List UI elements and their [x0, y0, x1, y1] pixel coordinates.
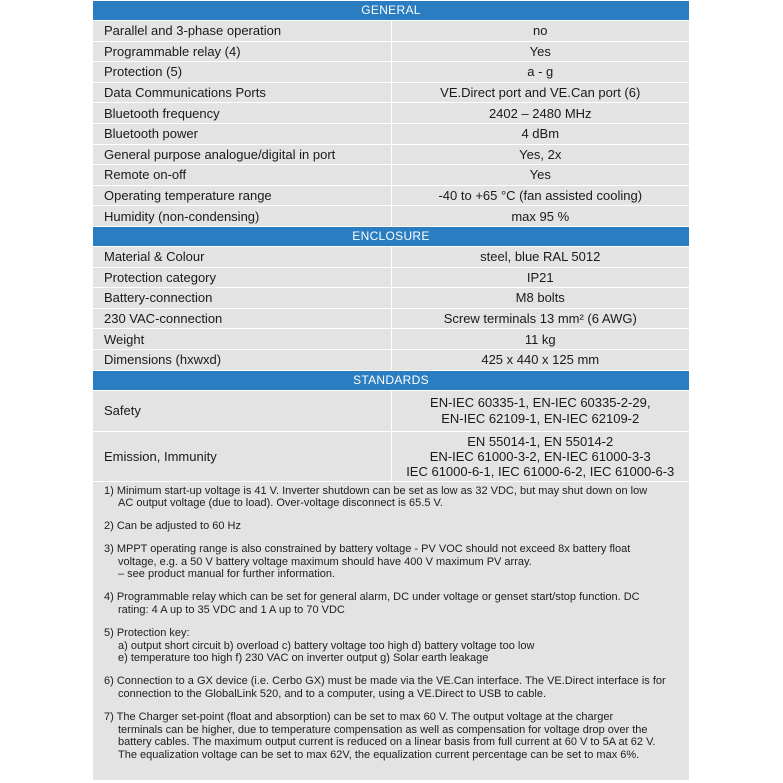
spec-table — [93, 0, 689, 481]
row-label: Dimensions (hxwxd) — [93, 349, 391, 370]
row-value: VE.Direct port and VE.Can port (6) — [391, 82, 689, 103]
footnote-3 — [104, 543, 679, 581]
table-row-emission — [93, 431, 689, 481]
table-row — [93, 185, 689, 206]
row-label: Humidity (non-condensing) — [93, 206, 391, 227]
note-line: The equalization voltage can be set to max 62V, the equalization current percentage can be set to max 6%. — [118, 749, 640, 762]
section-title: ENCLOSURE — [93, 226, 689, 246]
row-value: no — [391, 21, 689, 42]
row-value: Screw terminals 13 mm² (6 AWG) — [391, 308, 689, 329]
row-label: Programmable relay (4) — [93, 41, 391, 62]
note-line: AC output voltage (due to load). Over-voltage disconnect is 65.5 V. — [118, 497, 443, 510]
row-value: 4 dBm — [391, 123, 689, 144]
value-line: EN 55014-1, EN 55014-2 — [467, 433, 614, 449]
note-line: 1) Minimum start-up voltage is 41 V. Inverter shutdown can be set as low as 32 VDC, but may shut down on low — [104, 484, 648, 497]
row-value: 425 x 440 x 125 mm — [391, 349, 689, 370]
row-label: Battery-connection — [93, 288, 391, 309]
row-value — [391, 390, 689, 431]
table-row — [93, 349, 689, 370]
note-line: terminals can be higher, due to temperature compensation as well as compensation for voltage drop over the — [118, 723, 648, 736]
row-value: M8 bolts — [391, 288, 689, 309]
section-title: STANDARDS — [93, 370, 689, 390]
spec-table-body — [93, 1, 689, 481]
table-row — [93, 103, 689, 124]
row-value: 2402 – 2480 MHz — [391, 103, 689, 124]
row-label: 230 VAC-connection — [93, 308, 391, 329]
note-line: 3) MPPT operating range is also constrained by battery voltage - PV VOC should not exceed 8x battery float — [104, 542, 631, 555]
table-row — [93, 123, 689, 144]
row-value: -40 to +65 °C (fan assisted cooling) — [391, 185, 689, 206]
row-label: Emission, Immunity — [93, 431, 391, 481]
section-header-standards — [93, 370, 689, 390]
note-line: – see product manual for further information. — [118, 568, 336, 581]
note-line: battery cables. The maximum output current is reduced on a linear basis from full current at 60 V to 5A at 62 V. — [118, 736, 656, 749]
row-value — [391, 431, 689, 481]
value-line: EN-IEC 60335-1, EN-IEC 60335-2-29, — [430, 394, 651, 410]
value-line: EN-IEC 61000-3-2, EN-IEC 61000-3-3 — [429, 448, 651, 464]
footnote-2 — [104, 520, 679, 533]
row-label: Remote on-off — [93, 165, 391, 186]
table-row-safety — [93, 390, 689, 431]
note-line: a) output short circuit b) overload c) battery voltage too high d) battery voltage too low — [118, 639, 535, 652]
table-row — [93, 21, 689, 42]
note-line: connection to the GlobalLink 520, and to a computer, using a VE.Direct to USB to cable. — [118, 688, 547, 701]
row-value: Yes — [391, 41, 689, 62]
row-label: Protection (5) — [93, 62, 391, 83]
footnote-7 — [104, 711, 679, 762]
note-line: 5) Protection key: — [104, 626, 190, 639]
table-row — [93, 267, 689, 288]
note-line: rating: 4 A up to 35 VDC and 1 A up to 70 VDC — [118, 604, 345, 617]
table-row — [93, 246, 689, 267]
spec-sheet — [93, 0, 689, 780]
row-value: Yes, 2x — [391, 144, 689, 165]
table-row — [93, 308, 689, 329]
footnote-5 — [104, 627, 679, 665]
section-header-enclosure — [93, 226, 689, 246]
table-row — [93, 41, 689, 62]
note-line: voltage, e.g. a 50 V battery voltage maximum should have 400 V maximum PV array. — [118, 555, 532, 568]
row-label: Bluetooth frequency — [93, 103, 391, 124]
footnote-6 — [104, 675, 679, 701]
section-header-general — [93, 1, 689, 21]
footnote-4 — [104, 591, 679, 617]
row-value: IP21 — [391, 267, 689, 288]
table-row — [93, 288, 689, 309]
row-value: 11 kg — [391, 329, 689, 350]
row-label: Material & Colour — [93, 246, 391, 267]
table-row — [93, 144, 689, 165]
note-line: 2) Can be adjusted to 60 Hz — [104, 520, 241, 533]
table-row — [93, 62, 689, 83]
row-value: a - g — [391, 62, 689, 83]
row-label: Data Communications Ports — [93, 82, 391, 103]
table-row — [93, 329, 689, 350]
footnotes — [93, 481, 689, 780]
note-line: 6) Connection to a GX device (i.e. Cerbo GX) must be made via the VE.Can interface. The VE.Direct interface is for — [104, 675, 666, 688]
row-value: max 95 % — [391, 206, 689, 227]
footnote-1 — [104, 485, 679, 511]
table-row — [93, 165, 689, 186]
note-line: 4) Programmable relay which can be set for general alarm, DC under voltage or genset start/stop function. DC — [104, 591, 640, 604]
value-line: IEC 61000-6-1, IEC 61000-6-2, IEC 61000-6-3 — [406, 463, 675, 479]
row-value: Yes — [391, 165, 689, 186]
value-line: EN-IEC 62109-1, EN-IEC 62109-2 — [441, 410, 640, 426]
row-label: Operating temperature range — [93, 185, 391, 206]
row-value: steel, blue RAL 5012 — [391, 246, 689, 267]
table-row — [93, 206, 689, 227]
row-label: Parallel and 3-phase operation — [93, 21, 391, 42]
row-label: Protection category — [93, 267, 391, 288]
note-line: 7) The Charger set-point (float and absorption) can be set to max 60 V. The output voltage at the charger — [104, 710, 614, 723]
row-label: Safety — [93, 390, 391, 431]
row-label: Weight — [93, 329, 391, 350]
section-title: GENERAL — [93, 1, 689, 21]
row-label: General purpose analogue/digital in port — [93, 144, 391, 165]
note-line: e) temperature too high f) 230 VAC on inverter output g) Solar earth leakage — [118, 652, 489, 665]
row-label: Bluetooth power — [93, 123, 391, 144]
table-row — [93, 82, 689, 103]
